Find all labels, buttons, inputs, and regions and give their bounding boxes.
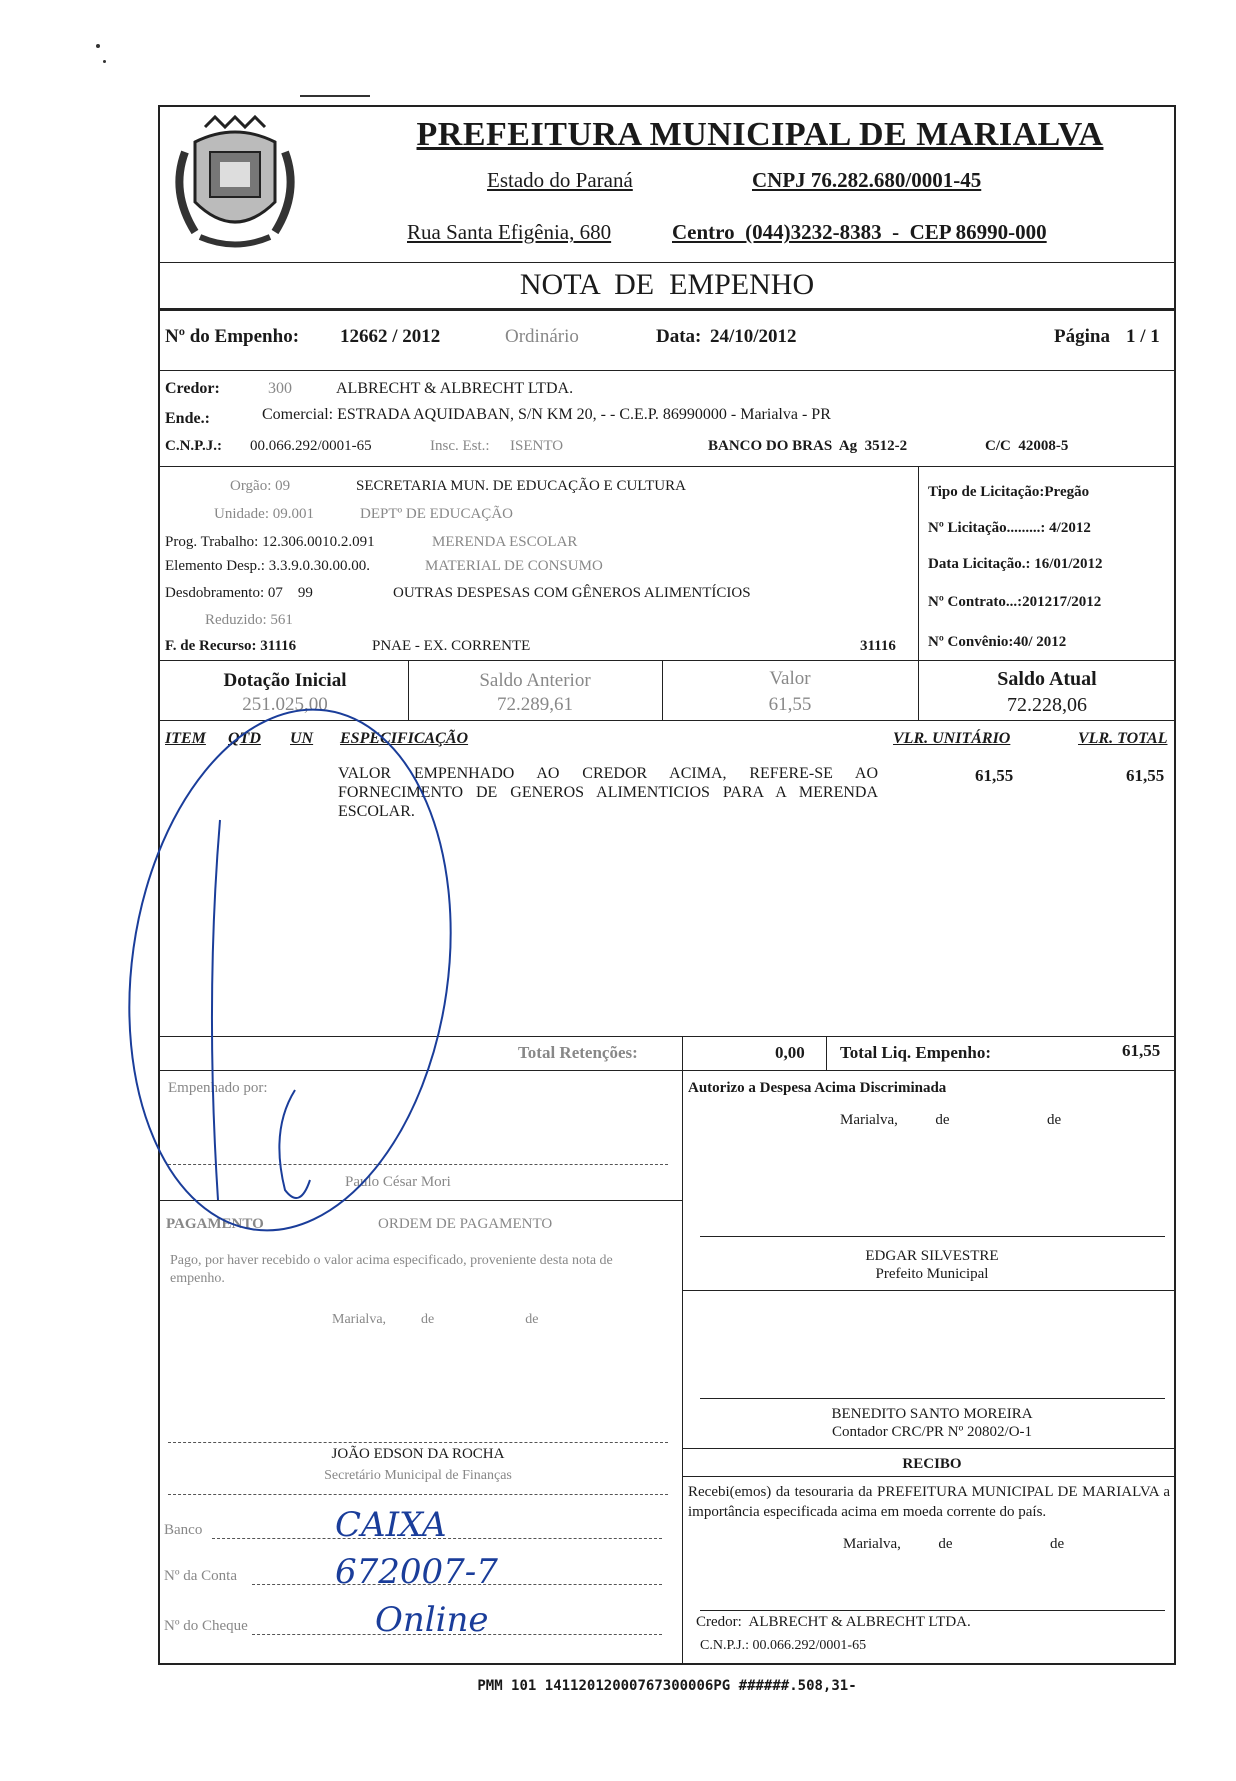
item-unit-value: 61,55 (975, 766, 1014, 785)
endereco-label: Ende.: (165, 410, 210, 427)
header-cnpj: CNPJ 76.282.680/0001-45 (752, 168, 982, 192)
numero-licitacao: Nº Licitação.........: 4/2012 (928, 520, 1091, 536)
insc-value: ISENTO (510, 438, 564, 454)
fonte-code: 31116 (860, 638, 896, 654)
prefeito-name: EDGAR SILVESTRE (865, 1248, 999, 1264)
pagamento-text: Pago, por haver recebido o valor acima especificado, proveniente desta nota de empenho. (170, 1253, 613, 1286)
cheque-handwritten: Online (375, 1600, 489, 1640)
tipo-licitacao: Tipo de Licitação:Pregão (928, 484, 1090, 500)
speck (300, 95, 370, 97)
page-label: Página (1054, 326, 1110, 347)
signer1-name: Paulo César Mori (345, 1174, 451, 1190)
page-number: 1 / 1 (1126, 326, 1160, 347)
unidade: Unidade: 09.001 (214, 506, 314, 522)
liq-label: Total Liq. Empenho: (840, 1043, 991, 1062)
unidade-desc: DEPTº DE EDUCAÇÃO (360, 506, 513, 522)
programa-desc: MERENDA ESCOLAR (432, 534, 578, 550)
col-total: VLR. TOTAL (1078, 730, 1168, 747)
col-qtd: QTD (228, 730, 261, 747)
autorizo-place-date: Marialva, de de (840, 1112, 1062, 1128)
signer2-role: Secretário Municipal de Finanças (324, 1468, 512, 1483)
data-licitacao: Data Licitação.: 16/01/2012 (928, 556, 1103, 572)
bank-account: C/C 42008-5 (985, 438, 1069, 454)
orgao-desc: SECRETARIA MUN. DE EDUCAÇÃO E CULTURA (356, 478, 686, 494)
prefeito-role: Prefeito Municipal (875, 1266, 989, 1282)
cnpj-label: C.N.P.J.: (165, 438, 222, 454)
recibo-place-date: Marialva, de de (843, 1536, 1065, 1552)
empenhado-label: Empenhado por: (168, 1080, 268, 1096)
reduzido: Reduzido: 561 (205, 612, 293, 628)
desdobramento-desc: OUTRAS DESPESAS COM GÊNEROS ALIMENTÍCIOS (393, 585, 751, 601)
retencoes-value: 0,00 (775, 1043, 805, 1062)
orgao: Orgão: 09 (230, 478, 291, 494)
endereco: Comercial: ESTRADA AQUIDABAN, S/N KM 20, - - C.E.P. 86990000 - Marialva - PR (262, 406, 831, 423)
fonte-recurso: F. de Recurso: 31116 (165, 638, 297, 654)
contador-name: BENEDITO SANTO MOREIRA (831, 1406, 1033, 1422)
programa: Prog. Trabalho: 12.306.0010.2.091 (165, 534, 375, 550)
item-total-value: 61,55 (1126, 766, 1165, 785)
header-contact: Centro (044)3232-8383 - CEP 86990-000 (672, 220, 1047, 244)
empenho-number-label: Nº do Empenho: (165, 326, 300, 347)
speck (103, 60, 106, 63)
ordem-pagamento: ORDEM DE PAGAMENTO (378, 1216, 553, 1232)
contador-role: Contador CRC/PR Nº 20802/O-1 (831, 1424, 1033, 1440)
saldo-anterior-label: Saldo Anterior (479, 670, 591, 691)
valor-label: Valor (769, 668, 811, 689)
col-unit: VLR. UNITÁRIO (893, 730, 1011, 747)
banco-label: Banco (164, 1522, 203, 1538)
header-state: Estado do Paraná (487, 168, 633, 192)
elemento-desc: MATERIAL DE CONSUMO (425, 558, 603, 574)
handwritten-signature (110, 700, 470, 1260)
doc-title: NOTA DE EMPENHO (519, 268, 815, 301)
credor-label: Credor: (165, 380, 220, 397)
valor-value: 61,55 (768, 694, 812, 715)
retencoes-label: Total Retenções: (518, 1043, 638, 1062)
speck (96, 44, 100, 48)
cheque-label: Nº do Cheque (164, 1618, 248, 1634)
desdobramento: Desdobramento: 07 99 (165, 585, 313, 601)
municipal-coat-of-arms (165, 112, 305, 260)
credor-name: ALBRECHT & ALBRECHT LTDA. (336, 380, 574, 397)
col-un: UN (290, 730, 314, 747)
bank-agency: BANCO DO BRAS Ag 3512-2 (708, 438, 908, 454)
fonte-desc: PNAE - EX. CORRENTE (372, 638, 531, 654)
banco-handwritten: CAIXA (335, 1505, 447, 1545)
dotacao-label: Dotação Inicial (223, 670, 347, 691)
saldo-anterior-value: 72.289,61 (497, 694, 573, 715)
dotacao-value: 251.025,00 (242, 694, 328, 715)
conta-handwritten: 672007-7 (335, 1552, 498, 1592)
recibo-text: Recebi(emos) da tesouraria da PREFEITURA MUNICIPAL DE MARIALVA a importância especificada acima em moeda corrente do país. (688, 1484, 1170, 1520)
pagamento-label: PAGAMENTO (166, 1216, 264, 1232)
numero-convenio: Nº Convênio:40/ 2012 (928, 634, 1067, 650)
liq-value: 61,55 (1122, 1041, 1161, 1060)
pagamento-place-date: Marialva, de de (332, 1312, 539, 1327)
recibo-title: RECIBO (902, 1456, 962, 1472)
elemento: Elemento Desp.: 3.3.9.0.30.00.00. (165, 558, 370, 574)
empenho-date-label: Data: (656, 326, 702, 347)
signer2-name: JOÃO EDSON DA ROCHA (331, 1446, 505, 1462)
credor-cnpj: 00.066.292/0001-65 (250, 438, 372, 454)
credor-code: 300 (268, 380, 292, 397)
saldo-atual-label: Saldo Atual (997, 668, 1097, 690)
col-item: ITEM (165, 730, 206, 747)
empenho-date: 24/10/2012 (710, 326, 797, 347)
saldo-atual-value: 72.228,06 (1007, 694, 1087, 716)
recibo-cnpj: C.N.P.J.: 00.066.292/0001-65 (700, 1638, 867, 1653)
numero-contrato: Nº Contrato...:201217/2012 (928, 594, 1102, 610)
empenho-type: Ordinário (505, 326, 579, 347)
header-address: Rua Santa Efigênia, 680 (407, 220, 612, 244)
insc-label: Insc. Est.: (430, 438, 490, 454)
autorizo-text: Autorizo a Despesa Acima Discriminada (688, 1080, 947, 1096)
conta-label: Nº da Conta (164, 1568, 237, 1584)
item-spec: VALOR EMPENHADO AO CREDOR ACIMA, REFERE-SE AO FORNECIMENTO DE GENEROS ALIMENTICIOS PARA A MERENDA ESCOLAR. (338, 765, 878, 820)
empenho-number: 12662 / 2012 (340, 326, 441, 347)
header-title: PREFEITURA MUNICIPAL DE MARIALVA (416, 116, 1104, 153)
recibo-credor: Credor: ALBRECHT & ALBRECHT LTDA. (696, 1614, 971, 1630)
footer-code: PMM 101 14112012000767300006PG ######.508,31- (477, 1678, 857, 1694)
col-spec: ESPECIFICAÇÃO (340, 730, 469, 747)
